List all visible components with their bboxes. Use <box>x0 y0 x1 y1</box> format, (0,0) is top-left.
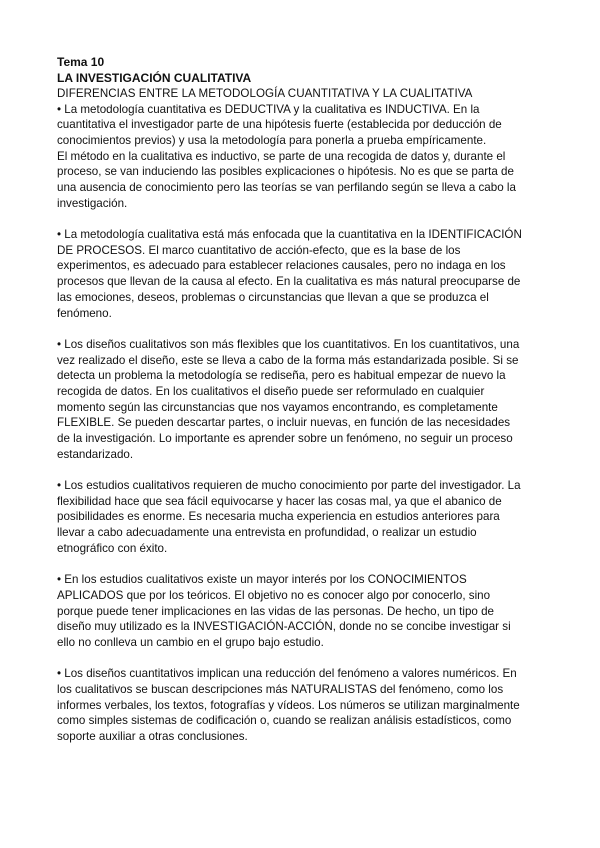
text-line: vez realizado el diseño, este se lleva a cabo de la forma más estandarizada posible. Si se <box>57 353 519 367</box>
text-line: porque puede tener implicaciones en las vidas de las personas. De hecho, un tipo de <box>57 604 494 618</box>
paragraph-flexible-designs <box>57 337 547 463</box>
paragraph-inductive-method <box>57 149 547 212</box>
paragraph-naturalistic-descriptions <box>57 666 547 745</box>
text-line: una ausencia de conocimiento pero las teorías se van perfilando según se lleva a cabo la <box>57 181 516 195</box>
text-line: soporte auxiliar a otras conclusiones. <box>57 730 248 744</box>
document-title: LA INVESTIGACIÓN CUALITATIVA <box>57 70 252 85</box>
text-line: las emociones, deseos, problemas o circunstancias que llevan a que se produzca el <box>57 290 489 304</box>
text-line: recogida de datos. En los cualitativos el diseño puede ser reformulado en cualquier <box>57 384 485 398</box>
text-line: investigación. <box>57 196 128 210</box>
text-line: los cualitativos se buscan descripciones más NATURALISTAS del fenómeno, como los <box>57 682 504 696</box>
text-line: diseño muy utilizado es la INVESTIGACIÓN-ACCIÓN, donde no se concibe investigar si <box>57 620 511 634</box>
text-line: posibilidades es enorme. Es necesaria mucha experiencia en estudios anteriores para <box>57 510 500 524</box>
text-line: detecta un problema la metodología se rediseña, pero es habitual empezar de nuevo la <box>57 369 506 383</box>
text-line: informes verbales, los textos, fotografías y vídeos. Los números se utilizan marginalmente <box>57 698 520 712</box>
text-line: • La metodología cuantitativa es DEDUCTIVA y la cualitativa es INDUCTIVA. En la <box>57 102 480 116</box>
text-line: como simples sistemas de codificación o, cuando se realizan análisis estadísticos, como <box>57 714 512 728</box>
text-line: procesos que llevan de la causa al efecto. En la cualitativa es más natural preocuparse de <box>57 275 521 289</box>
text-line: • La metodología cualitativa está más enfocada que la cuantitativa en la IDENTIFICACIÓN <box>57 228 522 242</box>
text-line: flexibilidad hace que sea fácil equivocarse y hacer las cosas mal, ya que el abanico de <box>57 494 502 508</box>
text-line: momento según las circunstancias que nos vayamos encontrando, es completamente <box>57 400 498 414</box>
text-line: • Los diseños cualitativos son más flexibles que los cuantitativos. En los cuantitativos, una <box>57 337 520 351</box>
section-subtitle: DIFERENCIAS ENTRE LA METODOLOGÍA CUANTITATIVA Y LA CUALITATIVA <box>57 87 473 100</box>
text-line: APLICADOS que por los teóricos. El objetivo no es conocer algo por conocerlo, sino <box>57 588 491 602</box>
paragraph-applied-knowledge <box>57 572 547 651</box>
paragraph-identification-processes <box>57 227 547 321</box>
document-page <box>57 55 547 760</box>
text-line: conocimientos previos) y usa la metodología para ponerla a prueba empíricamente. <box>57 133 487 147</box>
text-line: DE PROCESOS. El marco cuantitativo de acción-efecto, que es la base de los <box>57 243 461 257</box>
text-line: llevar a cabo adecuadamente una entrevista en profundidad, o realizar un estudio <box>57 526 477 540</box>
text-line: • Los diseños cuantitativos implican una reducción del fenómeno a valores numéricos. En <box>57 667 517 681</box>
text-line: experimentos, es adecuado para establecer relaciones causales, pero no indaga en los <box>57 259 506 273</box>
text-line: • En los estudios cualitativos existe un mayor interés por los CONOCIMIENTOS <box>57 573 467 587</box>
text-line: cuantitativa el investigador parte de una hipótesis fuerte (establecida por deducción de <box>57 118 502 132</box>
text-line: estandarizado. <box>57 447 134 461</box>
text-line: fenómeno. <box>57 306 112 320</box>
paragraph-deductive-inductive <box>57 102 547 149</box>
text-line: etnográfico con éxito. <box>57 541 168 555</box>
text-line: FLEXIBLE. Se pueden descartar partes, o incluir nuevas, en función de las necesidades <box>57 416 511 430</box>
text-line: proceso, se van induciendo las posibles explicaciones o hipótesis. No es que se parta de <box>57 165 514 179</box>
text-line: ello no conlleva un cambio en el grupo bajo estudio. <box>57 635 324 649</box>
paragraph-researcher-knowledge <box>57 478 547 557</box>
tema-label: Tema 10 <box>57 55 105 69</box>
text-line: • Los estudios cualitativos requieren de mucho conocimiento por parte del investigador. La <box>57 479 521 493</box>
text-line: El método en la cualitativa es inductivo, se parte de una recogida de datos y, durante el <box>57 149 506 163</box>
text-line: de la investigación. Lo importante es aprender sobre un fenómeno, no seguir un proceso <box>57 432 513 446</box>
